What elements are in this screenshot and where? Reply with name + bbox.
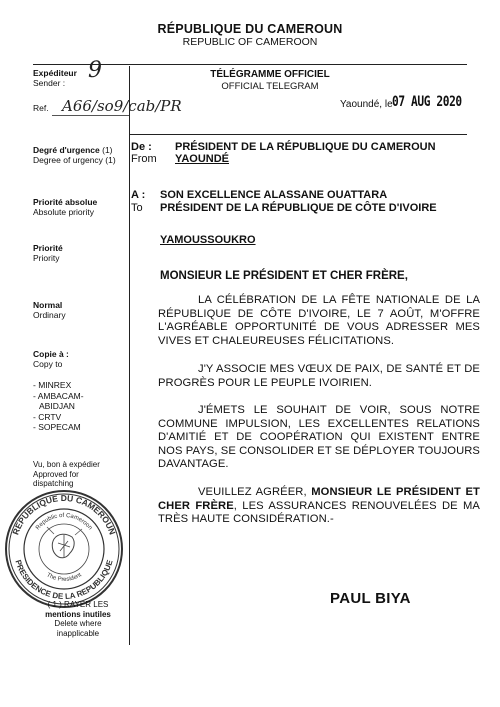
urgency-label-fr: Degré d'urgence (33, 145, 100, 155)
de-value: PRÉSIDENT DE LA RÉPUBLIQUE DU CAMEROUN (175, 141, 436, 153)
country-title-fr: RÉPUBLIQUE DU CAMEROUN (157, 22, 343, 36)
note-line-1: ( 1 ) RAYER LES (47, 600, 109, 609)
priority-en: Priority (33, 253, 60, 263)
approved-en-1: Approved for (33, 469, 79, 479)
closing-end: , LES ASSURANCES RENOUVELÉES DE MA TRÈS HAUTE CONSIDÉRATION.- (158, 499, 480, 525)
paragraph-3: J'ÉMETS LE SOUHAIT DE VOIR, SOUS NOTRE COMMUNE IMPULSION, LES EXCELLENTES RELATIONS D'AMITIÉ ET DE COOPÉRATION QUI EXISTENT ENTRE NOS PAYS, SE CONSOLIDER ET SE DÉPLOYER TOUJOURS DAVANTAGE. (158, 404, 480, 470)
salutation: MONSIEUR LE PRÉSIDENT ET CHER FRÈRE, (160, 270, 408, 282)
sender-label-fr: Expéditeur (33, 68, 77, 78)
seal-outer-bottom-text: PRESIDENCE DE LA REPUBLIQUE (13, 558, 115, 602)
closing-bold: MONSIEUR LE PRÉSIDENT ET CHER FRÈRE (158, 486, 480, 512)
seal-outer-top-text: REPUBLIQUE DU CAMEROUN (10, 492, 118, 537)
place-label: Yaoundé, le (340, 99, 393, 110)
seal-inner-bottom-text: The President (45, 572, 83, 584)
urgency-label-en: Degree of urgency (1) (33, 155, 116, 165)
copy-item: - SOPECAM (33, 422, 81, 432)
copy-label-en: Copy to (33, 359, 63, 369)
paragraph-2: J'Y ASSOCIE MES VŒUX DE PAIX, DE SANTÉ ET DE PROGRÈS POUR LE PEUPLE IVOIRIEN. (158, 363, 480, 389)
approved-fr: Vu, bon à expédier (33, 460, 100, 469)
urgency-note: (1) (102, 145, 113, 155)
telegram-title-en: OFFICIAL TELEGRAM (221, 81, 319, 92)
priority-fr: Priorité (33, 243, 63, 253)
ref-label: Ref. (33, 103, 49, 113)
sender-handwritten: 9 (88, 58, 102, 83)
telegram-title-fr: TÉLÉGRAMME OFFICIEL (210, 69, 330, 80)
ref-underline (52, 115, 129, 116)
destination-city: YAMOUSSOUKRO (160, 234, 256, 246)
signer-name: PAUL BIYA (330, 590, 411, 607)
absolute-priority-en: Absolute priority (33, 207, 94, 217)
to-label: To (131, 202, 143, 214)
note-line-3: Delete where (54, 619, 102, 628)
date-stamp: 07 AUG 2020 (392, 94, 462, 110)
to-value: PRÉSIDENT DE LA RÉPUBLIQUE DE CÔTE D'IVOIRE (160, 202, 437, 214)
header-rule (129, 134, 467, 135)
copy-label-fr: Copie à : (33, 349, 69, 359)
country-title-en: REPUBLIC OF CAMEROON (182, 36, 318, 48)
normal-fr: Normal (33, 300, 63, 310)
note-line-4: inapplicable (56, 628, 100, 638)
approved-en-2: dispatching (33, 479, 74, 488)
copy-item: - MINREX (33, 380, 72, 390)
from-label: From (131, 153, 157, 165)
copy-item: ABIDJAN (39, 401, 75, 411)
a-label: A : (131, 189, 146, 201)
from-value: YAOUNDÉ (175, 153, 229, 165)
presidential-seal (2, 487, 127, 612)
sender-label-en: Sender : (33, 78, 66, 88)
note-line-2: mentions inutiles (45, 609, 111, 619)
absolute-priority-fr: Priorité absolue (33, 197, 98, 207)
normal-en: Ordinary (33, 310, 66, 320)
a-value: SON EXCELLENCE ALASSANE OUATTARA (160, 189, 388, 201)
paragraph-1: LA CÉLÉBRATION DE LA FÊTE NATIONALE DE LA RÉPUBLIQUE DE CÔTE D'IVOIRE, LE 7 AOÛT, M'OFFRE L'AGRÉABLE OPPORTUNITÉ DE VOUS ADRESSER MES VIVES ET CHALEUREUSES FÉLICITATIONS. (158, 294, 480, 347)
paragraph-4 (158, 486, 480, 527)
seal-inner-top-text: Republic of Cameroon (35, 512, 93, 532)
copy-list (33, 380, 84, 433)
copy-item: - CRTV (33, 411, 62, 422)
sidebar-divider (129, 66, 130, 645)
closing-start: VEUILLEZ AGRÉER, (198, 486, 307, 498)
ref-handwritten: A66/so9/cab/PR (62, 97, 182, 115)
copy-item: - AMBACAM- (33, 390, 84, 401)
de-label: De : (131, 141, 152, 153)
